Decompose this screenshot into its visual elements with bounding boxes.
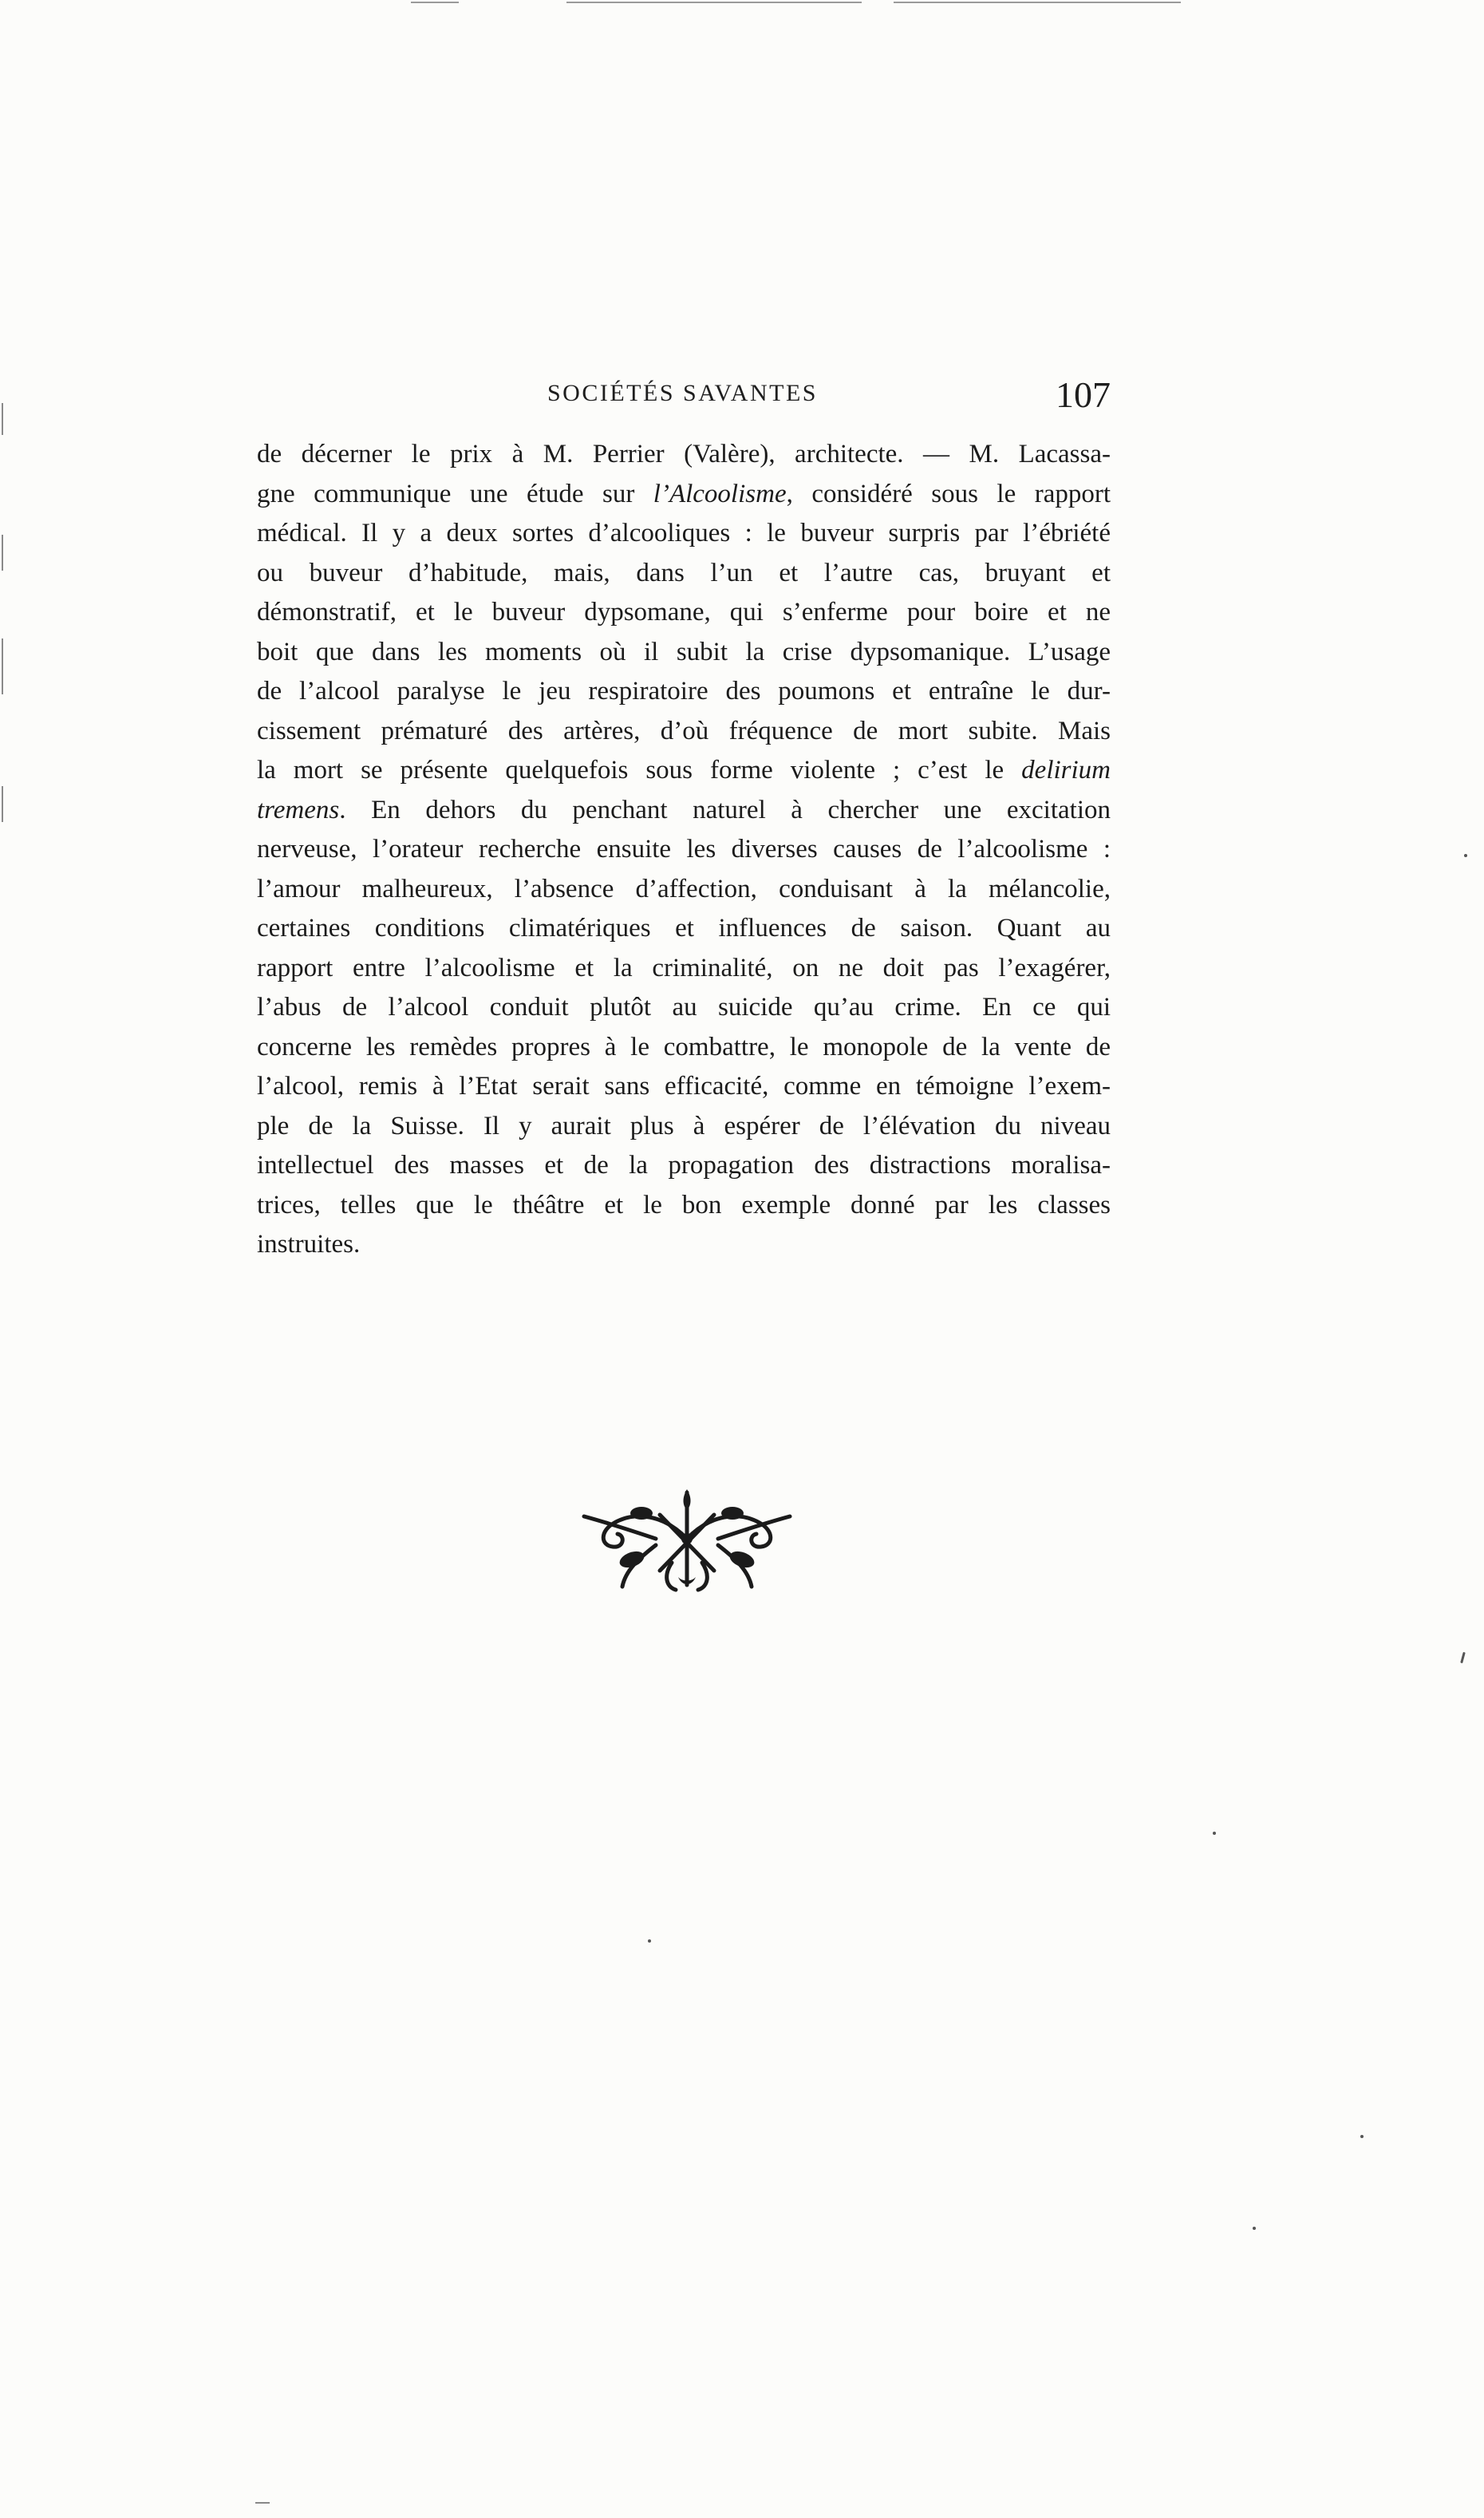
text-line bbox=[257, 514, 1111, 554]
text-line bbox=[257, 988, 1111, 1028]
text-line bbox=[257, 672, 1111, 712]
scan-edge-line bbox=[894, 2, 1181, 3]
text-line bbox=[257, 909, 1111, 949]
text-segment: rapport entre l’alcoolisme et la criminalité, on ne doit pas l’exagérer, bbox=[257, 953, 1111, 982]
scan-edge-line bbox=[255, 2502, 270, 2504]
text-segment: cissement prématuré des artères, d’où fréquence de mort subite. Mais bbox=[257, 716, 1111, 745]
text-line bbox=[257, 870, 1111, 910]
italic-text: delirium bbox=[1021, 756, 1111, 785]
text-line bbox=[257, 593, 1111, 633]
page-number: 107 bbox=[1056, 374, 1111, 415]
text-segment: certaines conditions climatériques et influences de saison. Quant au bbox=[257, 914, 1111, 943]
text-line bbox=[257, 830, 1111, 870]
text-segment: la mort se présente quelquefois sous forme violente ; c’est le bbox=[257, 756, 1022, 785]
text-line bbox=[257, 1028, 1111, 1068]
text-line bbox=[257, 633, 1111, 673]
scan-speck bbox=[648, 1939, 651, 1943]
scan-speck bbox=[1460, 1652, 1466, 1663]
text-line bbox=[257, 475, 1111, 515]
italic-text: l’Alcoolisme bbox=[653, 479, 787, 508]
scan-margin-mark bbox=[2, 786, 3, 822]
text-line bbox=[257, 712, 1111, 752]
scan-margin-mark bbox=[2, 638, 3, 694]
scan-speck bbox=[1253, 2227, 1256, 2230]
text-segment: , considéré sous le rapport bbox=[786, 479, 1111, 508]
text-segment: l’amour malheureux, l’absence d’affection, conduisant à la mélancolie, bbox=[257, 874, 1111, 903]
text-line bbox=[257, 435, 1111, 475]
scan-speck bbox=[1464, 854, 1467, 857]
text-segment: boit que dans les moments où il subit la crise dypsomanique. L’usage bbox=[257, 637, 1111, 666]
text-line bbox=[257, 1225, 1111, 1265]
text-segment: de l’alcool paralyse le jeu respiratoire des poumons et entraîne le dur- bbox=[257, 677, 1111, 706]
text-segment: de décerner le prix à M. Perrier (Valère), architecte. — M. Lacassa- bbox=[257, 440, 1111, 468]
text-line bbox=[257, 791, 1111, 831]
text-line bbox=[257, 949, 1111, 989]
scan-speck bbox=[1213, 1832, 1216, 1835]
text-segment: ple de la Suisse. Il y aurait plus à espérer de l’élévation du niveau bbox=[257, 1111, 1111, 1140]
scan-margin-mark bbox=[2, 403, 3, 435]
page-header bbox=[257, 374, 1111, 413]
text-segment: l’alcool, remis à l’Etat serait sans efficacité, comme en témoigne l’exem- bbox=[257, 1072, 1111, 1101]
text-segment: concerne les remèdes propres à le combattre, le monopole de la vente de bbox=[257, 1032, 1111, 1061]
fleuron-ornament-icon bbox=[576, 1483, 798, 1595]
text-line bbox=[257, 1107, 1111, 1147]
text-segment: . En dehors du penchant naturel à chercher une excitation bbox=[339, 795, 1111, 824]
scan-margin-mark bbox=[2, 535, 3, 571]
scan-edge-line bbox=[411, 2, 459, 3]
text-segment: nerveuse, l’orateur recherche ensuite les diverses causes de l’alcoolisme : bbox=[257, 835, 1111, 864]
scan-speck bbox=[1360, 2135, 1364, 2138]
text-segment: intellectuel des masses et de la propagation des distractions moralisa- bbox=[257, 1151, 1111, 1180]
text-segment: instruites. bbox=[257, 1230, 361, 1259]
text-segment: médical. Il y a deux sortes d’alcooliques : le buveur surpris par l’ébriété bbox=[257, 519, 1111, 547]
text-segment: ou buveur d’habitude, mais, dans l’un et l’autre cas, bruyant et bbox=[257, 558, 1111, 587]
text-line bbox=[257, 1067, 1111, 1107]
text-segment: l’abus de l’alcool conduit plutôt au suicide qu’au crime. En ce qui bbox=[257, 993, 1111, 1022]
text-segment: démonstratif, et le buveur dypsomane, qui s’enferme pour boire et ne bbox=[257, 598, 1111, 627]
text-segment: trices, telles que le théâtre et le bon exemple donné par les classes bbox=[257, 1190, 1111, 1219]
body-paragraph bbox=[257, 435, 1111, 1265]
text-line bbox=[257, 751, 1111, 791]
running-title: SOCIÉTÉS SAVANTES bbox=[547, 380, 818, 406]
italic-text: tremens bbox=[257, 795, 340, 824]
text-segment: gne communique une étude sur bbox=[257, 479, 653, 508]
text-line bbox=[257, 1146, 1111, 1186]
text-line bbox=[257, 554, 1111, 594]
text-line bbox=[257, 1186, 1111, 1226]
scan-edge-line bbox=[566, 2, 862, 3]
